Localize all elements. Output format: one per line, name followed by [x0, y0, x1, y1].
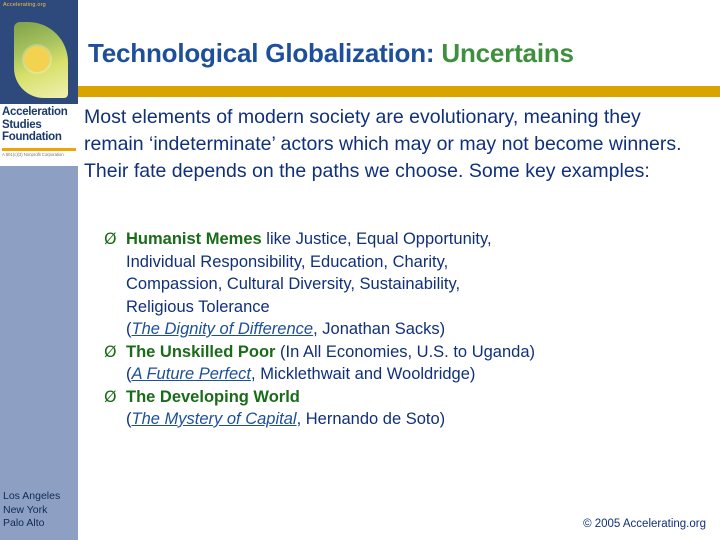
list-item	[104, 386, 714, 431]
logo-divider	[2, 148, 76, 151]
organization-name: Acceleration Studies Foundation	[2, 106, 68, 143]
list-item	[104, 341, 714, 386]
source-paren-open: (	[126, 410, 132, 428]
office-locations	[0, 488, 78, 540]
sidebar	[0, 0, 78, 540]
bullet-marker-icon: Ø	[104, 341, 117, 361]
source-title: A Future Perfect	[131, 365, 252, 383]
source-paren-open: (	[126, 320, 132, 338]
title-underline-bar	[78, 86, 720, 97]
page-title-accent: Uncertains	[441, 38, 574, 68]
body-paragraph: Most elements of modern society are evolutionary, meaning they remain ‘indeterminate’ actors which may or may not become winners. Their fate depends on the paths we choose. Some key examples:	[84, 106, 682, 182]
source-paren-open: (	[126, 365, 132, 383]
sidebar-color-band	[0, 166, 78, 488]
source-author: , Jonathan Sacks)	[313, 320, 446, 338]
bullet-tail: (In All Economies, U.S. to Uganda)	[275, 342, 535, 361]
bullet-list	[104, 228, 714, 431]
sun-dot-icon	[24, 46, 50, 72]
copyright-notice: © 2005 Accelerating.org	[583, 518, 706, 530]
city-item: Los Angeles	[3, 490, 61, 502]
source-author: , Micklethwait and Wooldridge)	[251, 365, 476, 383]
source-title: The Dignity of Difference	[131, 320, 314, 338]
bullet-source	[126, 408, 714, 431]
nonprofit-note: A 501(c)(3) Nonprofit Corporation	[2, 152, 64, 157]
bullet-heading: The Developing World	[126, 387, 300, 406]
page-title	[88, 38, 708, 68]
organization-logo	[0, 104, 78, 166]
bullet-tail: like Justice, Equal Opportunity,	[261, 230, 492, 248]
bullet-heading: The Unskilled Poor	[126, 342, 276, 361]
sidebar-logo-graphic	[0, 0, 78, 104]
bullet-source	[126, 318, 714, 341]
city-item: Palo Alto	[3, 517, 45, 529]
list-item	[104, 228, 714, 341]
bullet-subline: Individual Responsibility, Education, Charity,	[126, 252, 449, 271]
bullet-source	[126, 363, 714, 386]
bullet-subline: Compassion, Cultural Diversity, Sustainability,	[126, 275, 461, 293]
source-title: The Mystery of Capital	[131, 410, 297, 428]
bullet-heading: Humanist Memes	[126, 230, 262, 248]
city-item: New York	[3, 503, 48, 516]
bullet-marker-icon: Ø	[104, 386, 117, 406]
page-title-main: Technological Globalization:	[88, 38, 442, 68]
sidebar-brand-text: Accelerating.org	[3, 2, 46, 8]
bullet-subline: Religious Tolerance	[126, 297, 270, 316]
bullet-marker-icon: Ø	[104, 229, 117, 248]
source-author: , Hernando de Soto)	[296, 410, 446, 428]
